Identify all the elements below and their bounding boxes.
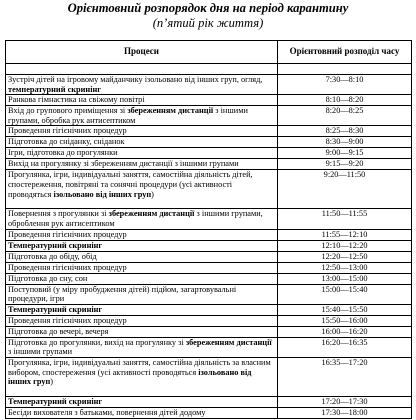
time-cell: 12:50—13:00 (278, 262, 412, 273)
time-cell: 15:00—15:40 (278, 284, 412, 304)
time-cell: 13:00—15:00 (278, 273, 412, 284)
process-text: Ранкова гімнастика на свіжому повітрі (8, 95, 145, 105)
table-row (6, 126, 412, 137)
table-row (6, 337, 412, 357)
process-text-bold: збереженням дистанції (108, 209, 195, 219)
time-cell: 8:10—8:20 (278, 95, 412, 106)
table-row (6, 273, 412, 284)
process-cell (6, 126, 278, 137)
process-cell (6, 262, 278, 273)
process-cell (6, 396, 278, 407)
process-text: ) (50, 377, 54, 387)
header-processes: Процеси (6, 41, 278, 64)
table-row (6, 159, 412, 170)
process-text-bold: ізольовано від інших груп (53, 189, 152, 199)
time-cell: 9:15—9:20 (278, 159, 412, 170)
table-row (6, 326, 412, 337)
process-text: Підготовка до обіду, обід (8, 251, 97, 261)
process-text: Вихід на прогулянку зі збереженням дистанції з іншими групами (8, 159, 239, 169)
process-cell (6, 95, 278, 106)
table-header-row (6, 41, 412, 64)
process-text: Прогулянка, ігри, індивідуальні заняття, самостійна діяльність дітей, спостереження, повітряні та сонячні процедури (усі активності проводяться (8, 170, 253, 199)
header-time: Орієнтовний розподіл часу (278, 41, 412, 64)
process-text: Бесіди вихователя з батьками, повернення дітей додому (8, 407, 206, 417)
table-row (6, 170, 412, 209)
time-cell: 15:40—15:50 (278, 304, 412, 315)
process-text-bold: ізольовано від інших груп (8, 367, 252, 387)
time-cell: 11:50—11:55 (278, 209, 412, 229)
process-cell (6, 337, 278, 357)
schedule-table (5, 40, 412, 419)
table-row (6, 240, 412, 251)
process-cell (6, 315, 278, 326)
process-text-bold: температурний скринінг (8, 84, 102, 94)
table-body (6, 75, 412, 419)
process-text-bold: Температурний скринінг (8, 240, 103, 250)
process-text: Проведення гігієнічних процедур (8, 229, 127, 239)
process-text: Вхід до групового приміщення зі (8, 106, 128, 116)
table-row (6, 396, 412, 407)
process-text: з іншими групами, оброблення рук антисептиком (8, 209, 263, 228)
table-row (6, 315, 412, 326)
time-cell: 17:30—18:00 (278, 407, 412, 418)
process-cell (6, 284, 278, 304)
table-row (6, 137, 412, 148)
process-cell (6, 229, 278, 240)
table-row (6, 262, 412, 273)
process-cell (6, 326, 278, 337)
time-cell: 8:30—9:00 (278, 137, 412, 148)
time-cell: 17:20—17:30 (278, 396, 412, 407)
time-cell: 9:20—11:50 (278, 170, 412, 209)
process-text: Поступовий (у міру пробудження дітей) підйом, загартовувальні процедури, ігри (8, 284, 237, 304)
time-cell: 8:20—8:25 (278, 106, 412, 126)
process-text-bold: збереженням дистанції (185, 337, 272, 347)
time-cell: 9:00—9:15 (278, 148, 412, 159)
process-text-bold: Температурний скринінг (8, 304, 103, 314)
process-cell (6, 137, 278, 148)
process-cell (6, 106, 278, 126)
process-cell (6, 148, 278, 159)
table-row (6, 251, 412, 262)
spacer-cell (6, 64, 278, 75)
process-text: Ігри, підготовка до прогулянки (8, 148, 118, 158)
process-cell (6, 170, 278, 209)
process-text: з іншими групами (8, 347, 73, 357)
process-cell (6, 240, 278, 251)
process-text-bold: Температурний скринінг (8, 396, 103, 406)
process-text: ) (151, 189, 154, 199)
page-title: Орієнтовний розпорядок дня на період карантину (67, 1, 349, 15)
process-cell (6, 304, 278, 315)
process-text: Проведення гігієнічних процедур (8, 262, 127, 272)
table-row (6, 106, 412, 126)
time-cell: 12:20—12:50 (278, 251, 412, 262)
process-cell (6, 273, 278, 284)
process-text: Прогулянка, ігри, індивідуальні заняття, самостійна діяльність за власним вибором, спостереження (усі активності проводяться (8, 357, 271, 377)
time-cell: 16:35—17:20 (278, 357, 412, 396)
process-text-bold: збереженням дистанції (127, 106, 214, 116)
process-cell (6, 209, 278, 229)
time-cell: 16:00—16:20 (278, 326, 412, 337)
table-row (6, 148, 412, 159)
time-cell: 16:20—16:35 (278, 337, 412, 357)
time-cell: 15:50—16:00 (278, 315, 412, 326)
time-cell: 12:10—12:20 (278, 240, 412, 251)
time-cell: 11:55—12:10 (278, 229, 412, 240)
process-text: Підготовка до прогулянки, вихід на прогулянку зі (8, 337, 186, 347)
table-spacer-row (6, 64, 412, 75)
page-subtitle: (п’ятий рік життя) (152, 16, 264, 30)
time-cell: 8:25—8:30 (278, 126, 412, 137)
table-row (6, 209, 412, 229)
process-text: Повернення з прогулянки зі (8, 209, 109, 219)
process-cell (6, 251, 278, 262)
table-row (6, 75, 412, 95)
table-row (6, 357, 412, 396)
process-cell (6, 75, 278, 95)
process-text: з іншими групами, обробка рук антисептиком (8, 106, 248, 125)
process-cell (6, 159, 278, 170)
process-text: Зустріч дітей на ігровому майданчику ізольовано від інших груп, огляд, (8, 75, 263, 84)
process-cell (6, 407, 278, 418)
table-row (6, 229, 412, 240)
process-text: Підготовка до сніданку, сніданок (8, 137, 125, 147)
process-text: Проведення гігієнічних процедур (8, 126, 127, 136)
process-text: Підготовка до вечері, вечеря (8, 326, 109, 336)
table-row (6, 304, 412, 315)
time-cell: 7:30—8:10 (278, 75, 412, 95)
table-row (6, 95, 412, 106)
process-text: Підготовка до сну, сон (8, 273, 88, 283)
spacer-cell (278, 64, 412, 75)
process-cell (6, 357, 278, 396)
process-text: Проведення гігієнічних процедур (8, 315, 127, 325)
table-row (6, 407, 412, 418)
table-row (6, 284, 412, 304)
